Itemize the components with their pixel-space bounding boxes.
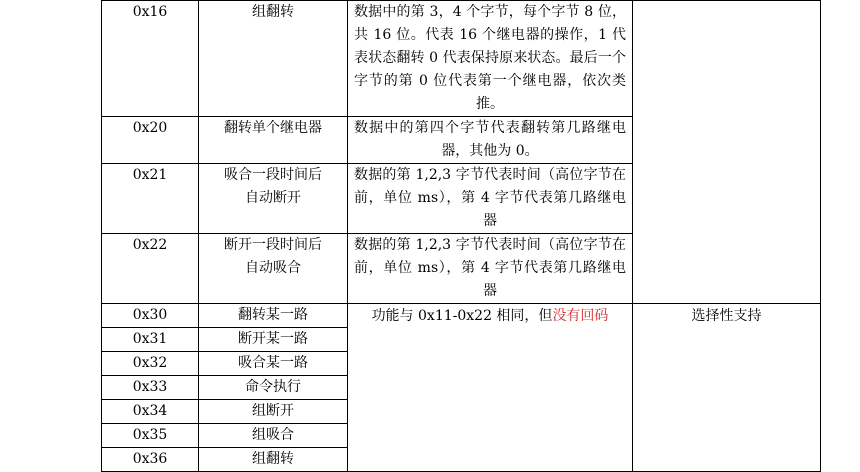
table-row	[102, 304, 821, 328]
note-cell	[633, 1, 821, 304]
command-name: 翻转某一路	[199, 304, 348, 328]
command-code: 0x35	[102, 424, 199, 448]
command-table	[101, 0, 821, 472]
command-name: 翻转单个继电器	[199, 117, 348, 164]
command-name: 组翻转	[199, 448, 348, 472]
command-name: 组断开	[199, 400, 348, 424]
command-code: 0x31	[102, 328, 199, 352]
command-description: 数据的第 1,2,3 字节代表时间（高位字节在前，单位 ms），第 4 字节代表第几路继电器	[348, 234, 633, 304]
command-name: 组吸合	[199, 424, 348, 448]
no-reply-highlight: 没有回码	[552, 308, 609, 324]
command-name: 命令执行	[199, 376, 348, 400]
command-description: 数据中的第 3，4 个字节，每个字节 8 位，共 16 位。代表 16 个继电器的操作，1 代表状态翻转 0 代表保持原来状态。最后一个字节的第 0 位代表第一个继电器，依次类推。	[348, 1, 633, 117]
command-name: 吸合某一路	[199, 352, 348, 376]
optional-support-note: 选择性支持	[633, 304, 821, 472]
command-code: 0x33	[102, 376, 199, 400]
command-code: 0x32	[102, 352, 199, 376]
command-name: 断开某一路	[199, 328, 348, 352]
command-name: 吸合一段时间后自动断开	[199, 164, 348, 234]
group-description	[348, 304, 633, 472]
command-code: 0x34	[102, 400, 199, 424]
table-row	[102, 1, 821, 117]
group-description-text: 功能与 0x11-0x22 相同，但	[371, 308, 553, 324]
command-description: 数据的第 1,2,3 字节代表时间（高位字节在前，单位 ms），第 4 字节代表第几路继电器	[348, 164, 633, 234]
command-name: 组翻转	[199, 1, 348, 117]
command-description: 数据中的第四个字节代表翻转第几路继电器，其他为 0。	[348, 117, 633, 164]
command-code: 0x36	[102, 448, 199, 472]
command-code: 0x30	[102, 304, 199, 328]
command-code: 0x16	[102, 1, 199, 117]
command-name: 断开一段时间后自动吸合	[199, 234, 348, 304]
command-code: 0x20	[102, 117, 199, 164]
command-code: 0x22	[102, 234, 199, 304]
command-code: 0x21	[102, 164, 199, 234]
